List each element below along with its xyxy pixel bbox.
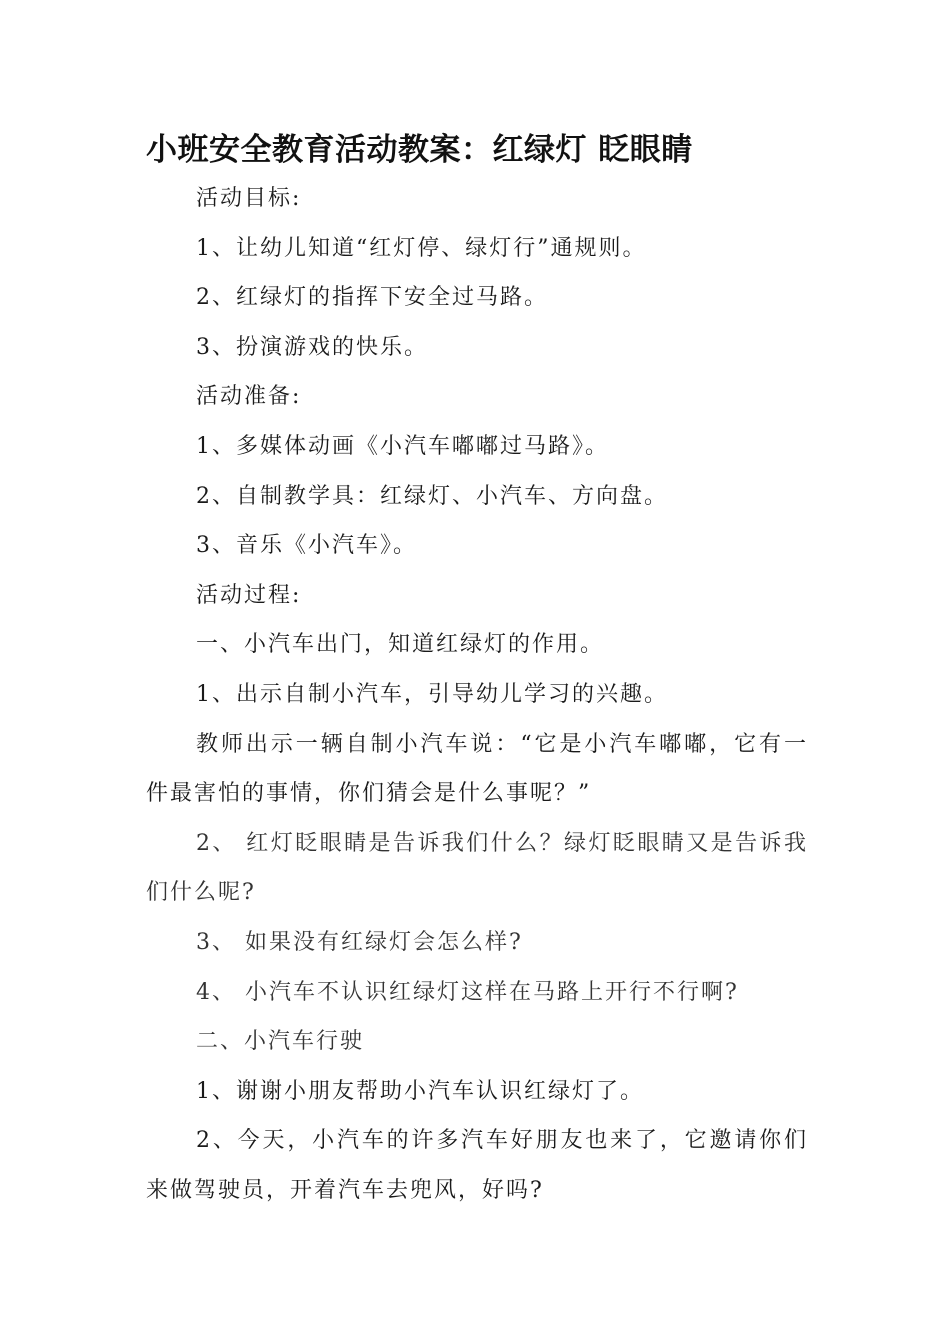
process-step-heading: 一、小汽车出门，知道红绿灯的作用。	[196, 632, 605, 658]
preparation-item: 3、音乐《小汽车》。	[196, 533, 417, 559]
process-item: 4、 小汽车不认识红绿灯这样在马路上开行不行啊?	[196, 979, 739, 1005]
document-title: 小班安全教育活动教案：红绿灯 眨眼睛	[146, 132, 693, 168]
preparation-item: 2、自制教学具：红绿灯、小汽车、方向盘。	[196, 483, 668, 509]
process-item: 1、谢谢小朋友帮助小汽车认识红绿灯了。	[196, 1078, 644, 1104]
preparation-item: 1、多媒体动画《小汽车嘟嘟过马路》。	[196, 433, 609, 459]
process-item: 3、 如果没有红绿灯会怎么样?	[196, 929, 523, 955]
goal-item: 2、红绿灯的指挥下安全过马路。	[196, 285, 548, 311]
goal-item: 3、扮演游戏的快乐。	[196, 334, 428, 360]
section-heading-preparation: 活动准备:	[196, 384, 302, 410]
process-item: 1、出示自制小汽车，引导幼儿学习的兴趣。	[196, 681, 668, 707]
section-heading-goals: 活动目标:	[196, 186, 302, 211]
goal-item: 1、让幼儿知道“红灯停、绿灯行”通规则。	[196, 235, 647, 261]
document-body	[146, 174, 808, 1215]
section-heading-process: 活动过程:	[196, 582, 302, 608]
process-step-heading: 二、小汽车行驶	[196, 1029, 365, 1055]
process-paragraph: 2、今天，小汽车的许多汽车好朋友也来了，它邀请你们来做驾驶员，开着汽车去兜风，好吗?	[146, 1128, 808, 1203]
process-item: 2、 红灯眨眼睛是告诉我们什么？绿灯眨眼睛又是告诉我们什么呢?	[146, 830, 808, 906]
process-paragraph: 教师出示一辆自制小汽车说：“它是小汽车嘟嘟，它有一件最害怕的事情，你们猜会是什么事呢？”	[146, 731, 808, 807]
